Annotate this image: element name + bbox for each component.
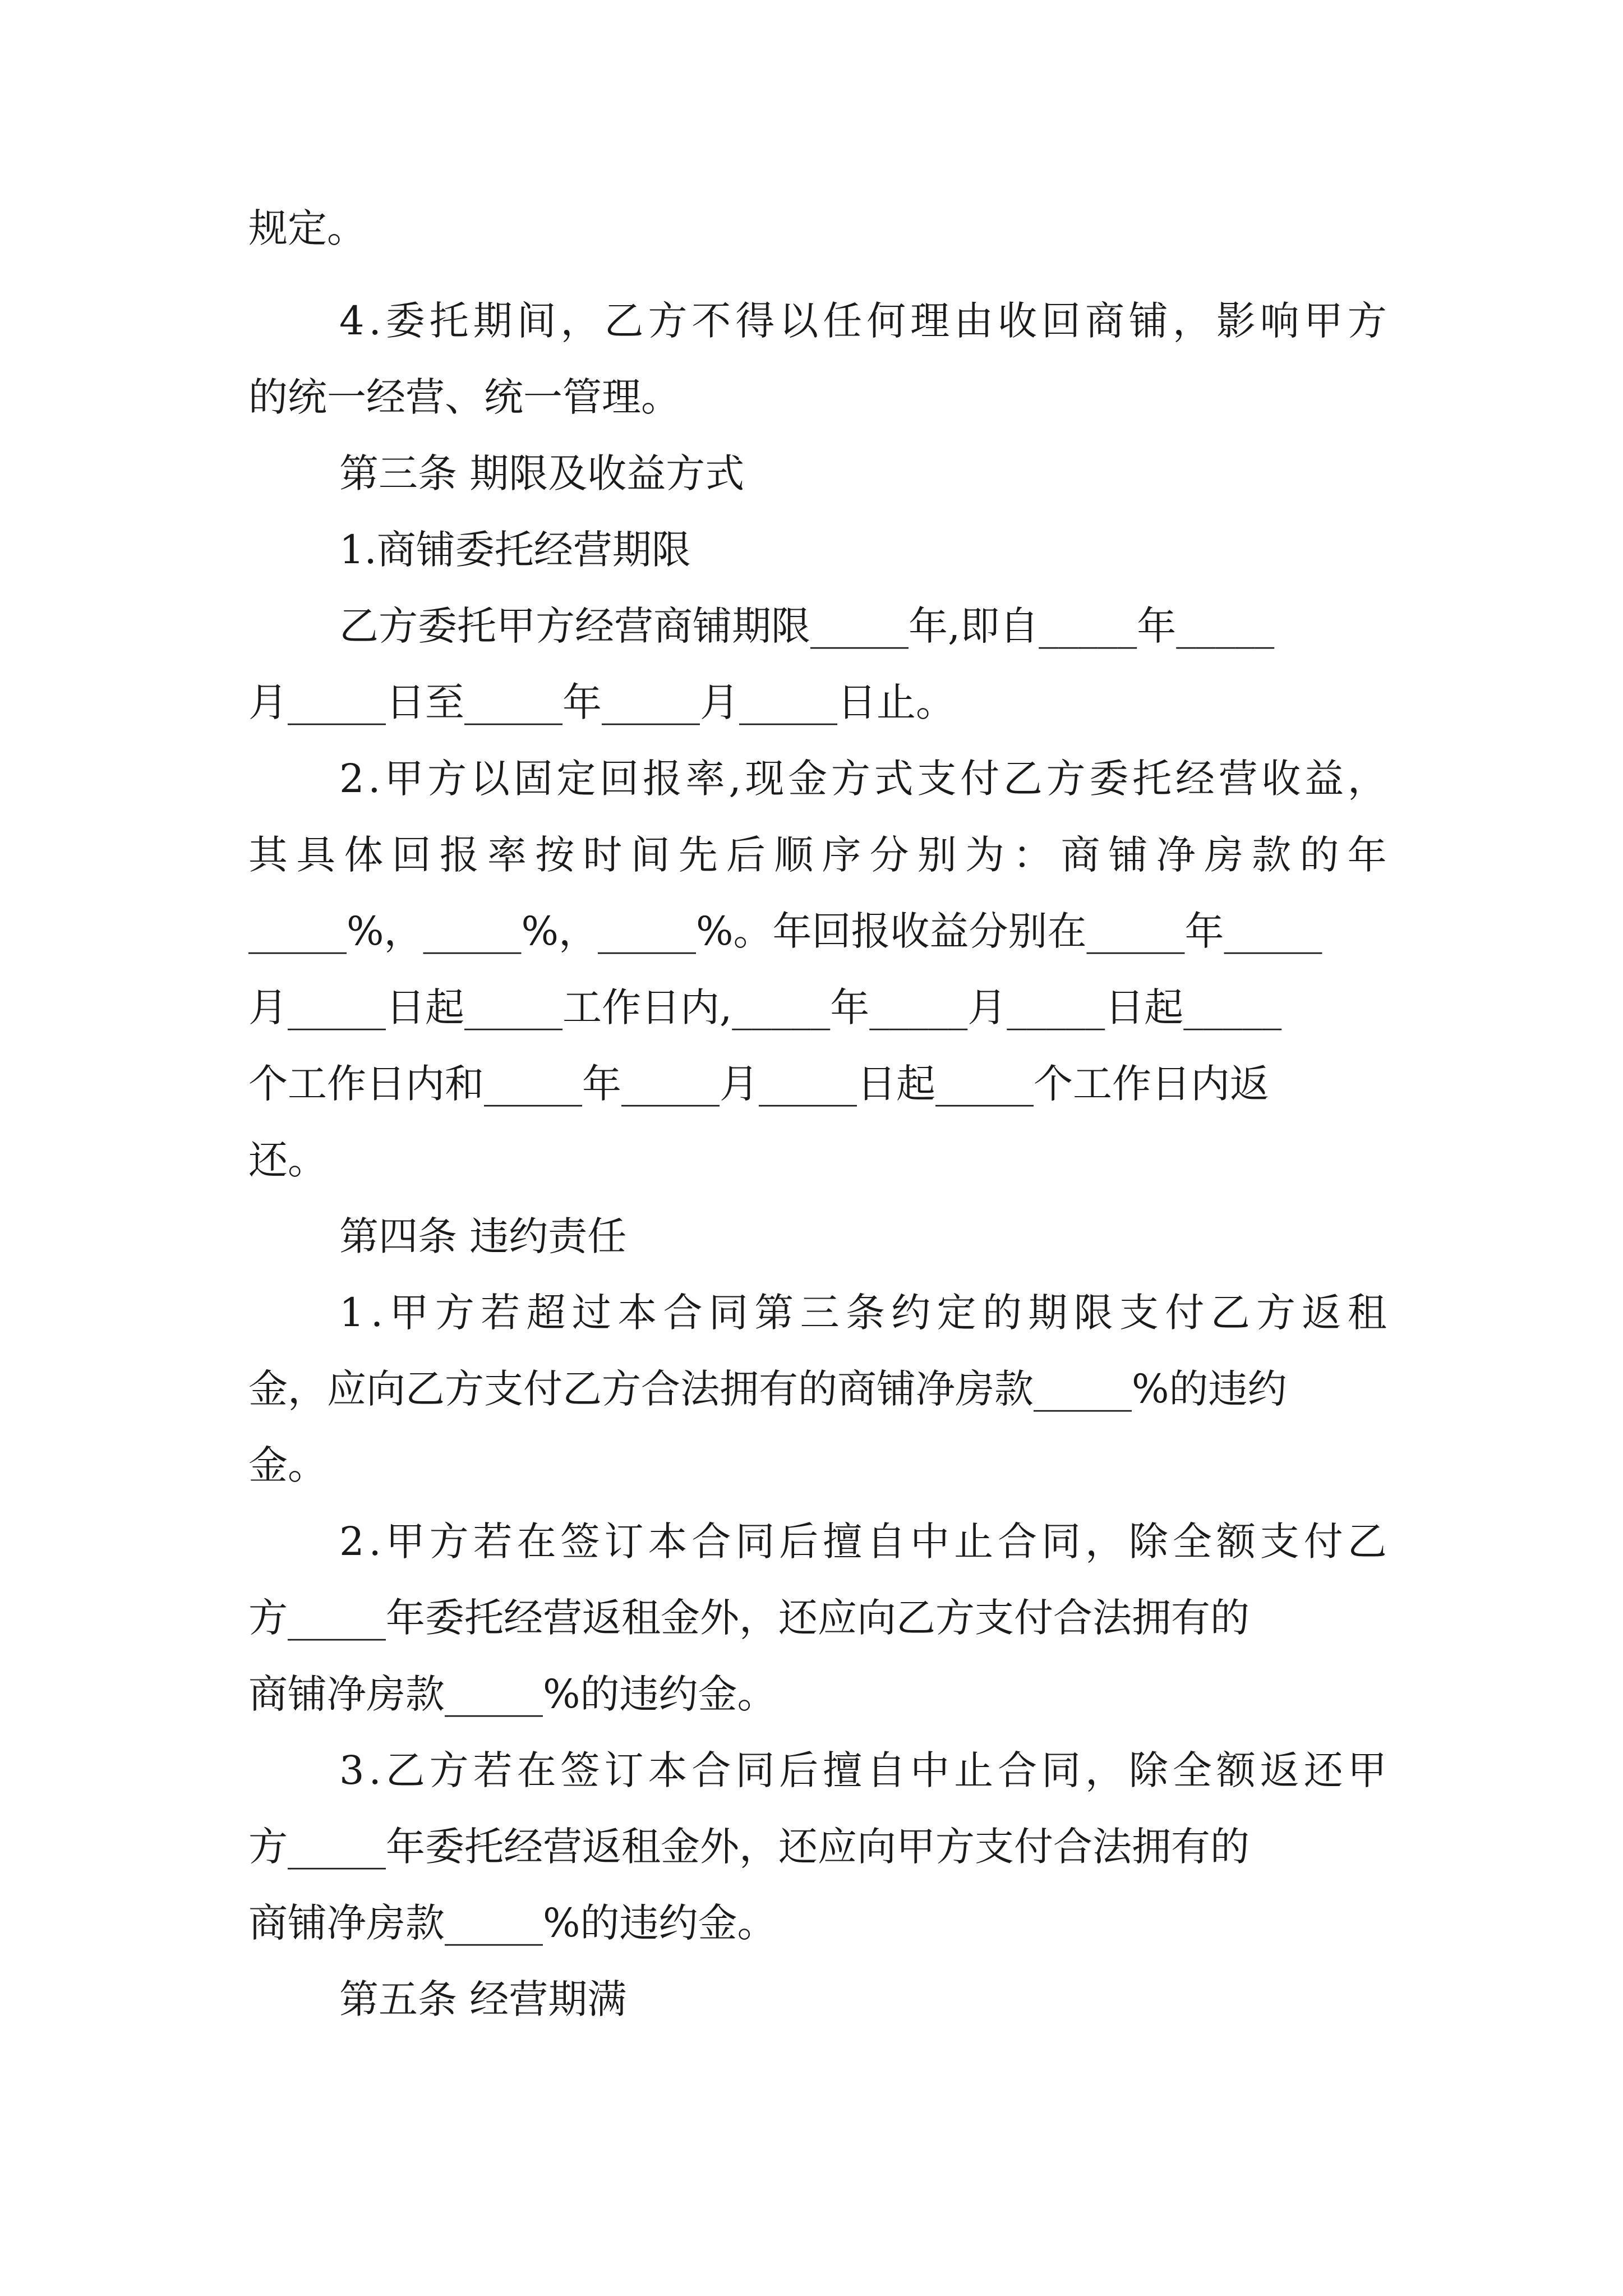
text-line-2: 4 . 委 托 期 间 ， 乙 方 不 得 以 任 何 理 由 收 回 商 铺 ， 影 响 甲 方 [339,298,1387,344]
text-line-20: 商铺净房款_____%的违约金。 [248,1671,777,1717]
text-line-7: 月_____日至_____年_____月_____日止。 [248,679,955,725]
section-heading-3: 第三条 期限及收益方式 [339,450,745,496]
text-line-5: 1.商铺委托经营期限 [339,527,691,573]
text-line-8: 2 . 甲 方 以 固 定 回 报 率 , 现 金 方 式 支 付 乙 方 委 托 经 营 收 益 ， [339,756,1387,802]
text-line-1: 规定。 [248,205,366,251]
text-line-10: _____%，_____%，_____%。年回报收益分别在_____年_____ [248,908,1322,954]
text-line-6: 乙方委托甲方经营商铺期限_____年,即自_____年_____ [339,603,1275,649]
text-line-12: 个工作日内和_____年_____月_____日起_____个工作日内返 [248,1061,1269,1107]
text-line-23: 商铺净房款_____%的违约金。 [248,1900,777,1946]
text-line-17: 金。 [248,1442,327,1488]
text-line-21: 3 . 乙 方 若 在 签 订 本 合 同 后 擅 自 中 止 合 同 ， 除 全 额 返 还 甲 [339,1747,1387,1793]
section-heading-4: 第四条 违约责任 [339,1213,627,1259]
text-line-15: 1 . 甲 方 若 超 过 本 合 同 第 三 条 约 定 的 期 限 支 付 乙 方 返 租 [339,1290,1387,1336]
text-line-13: 还。 [248,1137,327,1183]
section-heading-5: 第五条 经营期满 [339,1976,627,2022]
text-line-3: 的统一经营、统一管理。 [248,374,680,420]
text-line-11: 月_____日起_____工作日内,_____年_____月_____日起_____ [248,984,1282,1030]
text-line-18: 2 . 甲 方 若 在 签 订 本 合 同 后 擅 自 中 止 合 同 ， 除 全 额 支 付 乙 [339,1519,1387,1565]
text-line-22: 方_____年委托经营返租金外，还应向甲方支付合法拥有的 [248,1824,1249,1870]
text-line-19: 方_____年委托经营返租金外，还应向乙方支付合法拥有的 [248,1595,1249,1641]
text-line-9: 其 具 体 回 报 率 按 时 间 先 后 顺 序 分 别 为 ： 商 铺 净 房 款 的 年 [248,832,1387,878]
text-line-16: 金，应向乙方支付乙方合法拥有的商铺净房款_____%的违约 [248,1366,1287,1412]
